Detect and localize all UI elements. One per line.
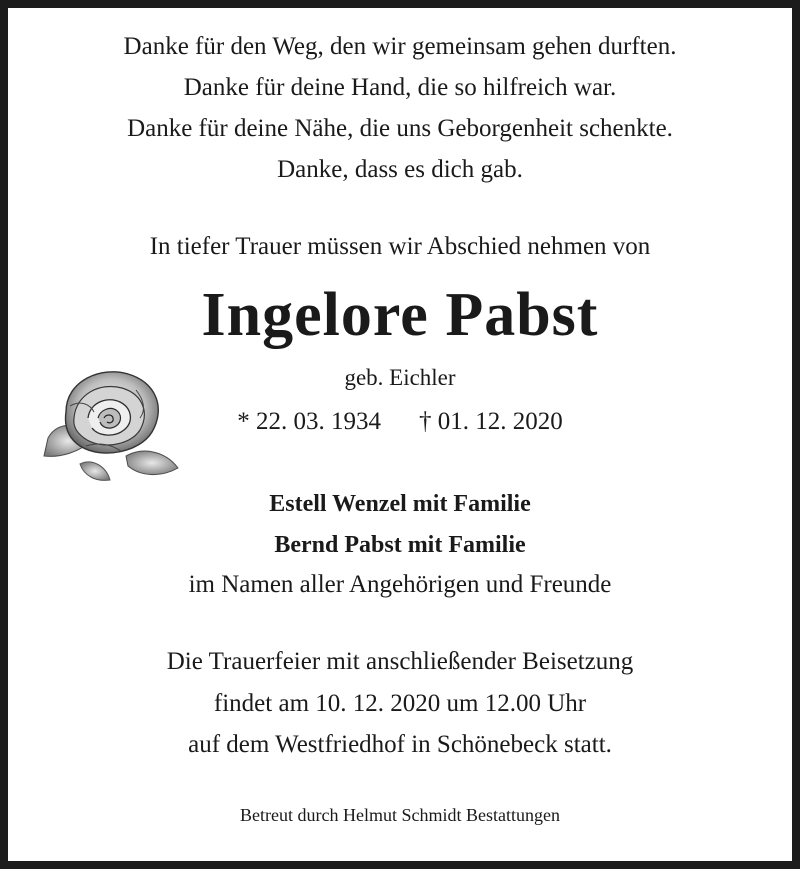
poem-line: Danke für deine Hand, die so hilfreich war.	[183, 74, 617, 101]
death-date: † 01. 12. 2020	[419, 408, 563, 435]
deceased-name: Ingelore Pabst	[201, 281, 599, 349]
undertaker-credit: Betreut durch Helmut Schmidt Bestattungen	[240, 805, 560, 825]
birth-date: * 22. 03. 1934	[237, 408, 381, 435]
mourner-name: Bernd Pabst mit Familie	[274, 532, 526, 558]
poem-line: Danke für deine Nähe, die uns Geborgenheit schenkte.	[127, 115, 673, 142]
poem-line: Danke für den Weg, den wir gemeinsam gehen durften.	[123, 33, 677, 60]
maiden-name: geb. Eichler	[344, 365, 456, 390]
intro-text: In tiefer Trauer müssen wir Abschied nehmen von	[149, 233, 651, 260]
family-note: im Namen aller Angehörigen und Freunde	[188, 571, 612, 598]
ceremony-line: auf dem Westfriedhof in Schönebeck statt.	[188, 731, 612, 758]
rose-icon	[40, 360, 182, 488]
ceremony-line: Die Trauerfeier mit anschließender Beisetzung	[166, 648, 634, 675]
poem-line: Danke, dass es dich gab.	[277, 156, 523, 183]
ceremony-line: findet am 10. 12. 2020 um 12.00 Uhr	[213, 690, 587, 717]
mourner-name: Estell Wenzel mit Familie	[269, 491, 531, 517]
